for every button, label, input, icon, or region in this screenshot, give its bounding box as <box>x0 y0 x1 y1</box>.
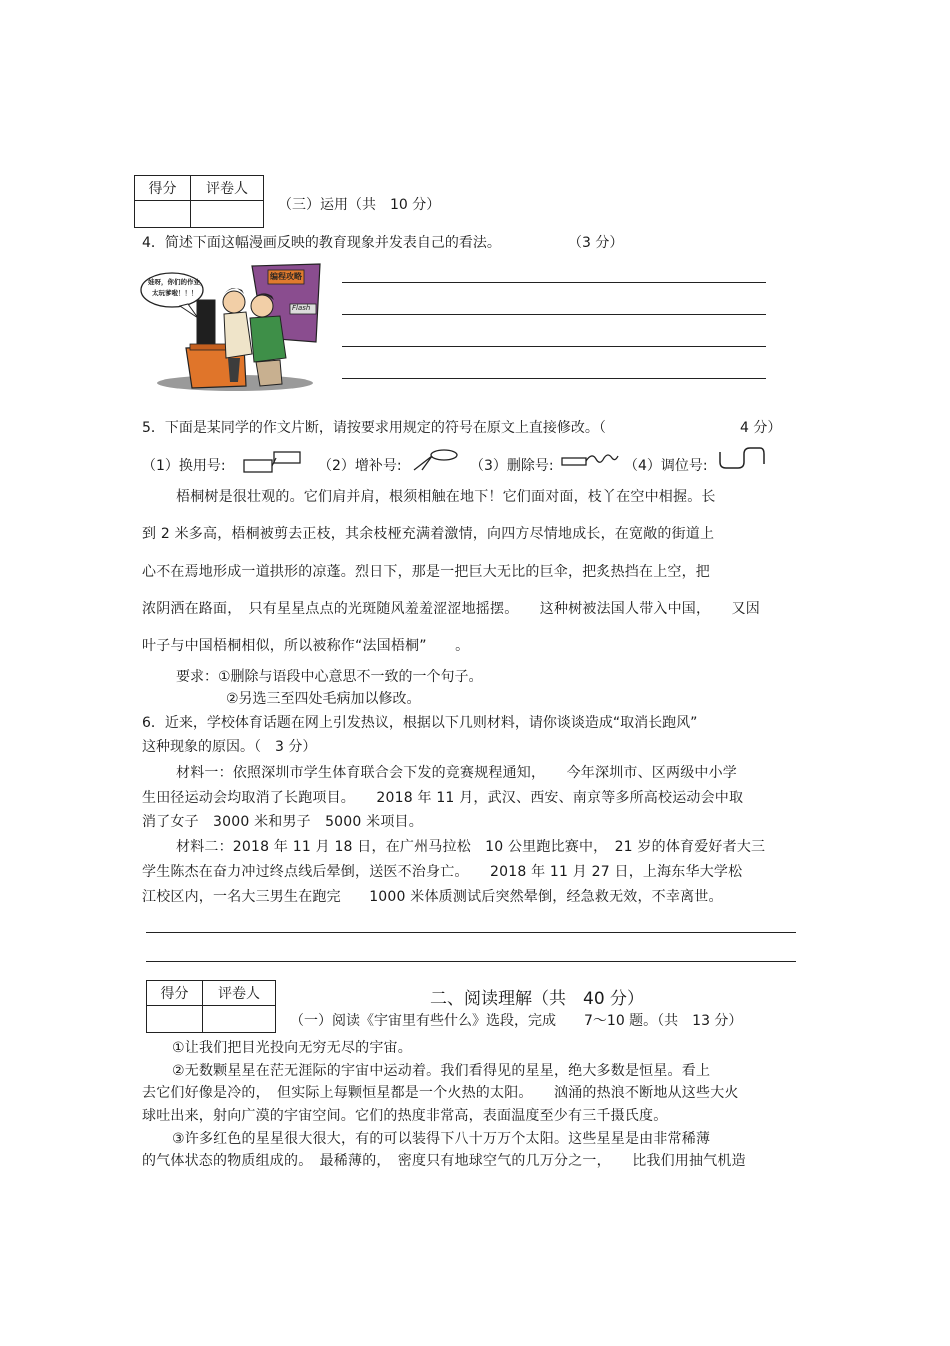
reading-paragraph-2-line: 去它们好像是冷的， 但实际上每颗恒星都是一个火热的太阳。 汹涌的热浪不断地从这些大火 <box>142 1085 739 1101</box>
grader-label: 评卷人 <box>191 176 264 201</box>
q5-text: 5．下面是某同学的作文片断，请按要求用规定的符号在原文上直接修改。（ <box>142 420 606 436</box>
grader-field[interactable] <box>191 201 264 228</box>
sign-label: Flash <box>292 304 311 312</box>
passage-line: 浓阴洒在路面， 只有星星点点的光斑随风羞羞涩涩地摇摆。 这种树被法国人带入中国， 又因 <box>142 601 760 617</box>
requirement-2: ②另选三至四处毛病加以修改。 <box>226 691 421 707</box>
material-2-line: 江校区内，一名大三男生在跑完 1000 米体质测试后突然晕倒，经急救无效，不幸离世。 <box>142 889 723 905</box>
symbol-3-label: （3）删除号: <box>470 458 554 474</box>
material-1-line: 材料一：依照深圳市学生体育联合会下发的竞赛规程通知， 今年深圳市、区两级中小学 <box>176 765 737 781</box>
material-2-line: 材料二：2018 年 11 月 18 日，在广州马拉松 10 公里跑比赛中， 21 岁的体育爱好者大三 <box>176 839 766 855</box>
q4-text: 4．简述下面这幅漫画反映的教育现象并发表自己的看法。 <box>142 235 501 251</box>
section3-title: （三）运用（共 10 分） <box>278 197 441 213</box>
answer-line[interactable] <box>146 961 796 962</box>
material-1-line: 消了女子 3000 米和男子 5000 米项目。 <box>142 814 423 830</box>
passage-line: 到 2 米多高，梧桐被剪去正枝，其余枝桠充满着激情，向四方尽情地成长，在宽敞的街道上 <box>142 526 715 542</box>
score-box-2 <box>146 980 276 1033</box>
grader-label: 评卷人 <box>203 981 276 1006</box>
swap-mark-icon <box>242 450 304 476</box>
score-label: 得分 <box>147 981 203 1006</box>
q4-points: （3 分） <box>568 235 624 251</box>
material-1-line: 生田径运动会均取消了长跑项目。 2018 年 11 月，武汉、西安、南京等多所高校运动会中取 <box>142 790 744 806</box>
passage-line: 叶子与中国梧桐相似，所以被称作“法国梧桐” 。 <box>142 638 470 654</box>
grader-field[interactable] <box>203 1006 276 1033</box>
cartoon-image <box>140 262 325 394</box>
insert-mark-icon <box>410 448 460 474</box>
symbol-1-label: （1）换用号: <box>142 458 226 474</box>
score-box-1 <box>134 175 264 228</box>
symbol-4-label: （4）调位号: <box>624 458 708 474</box>
score-field[interactable] <box>135 201 191 228</box>
symbol-2-label: （2）增补号: <box>318 458 402 474</box>
reorder-mark-icon <box>716 446 768 470</box>
answer-line[interactable] <box>342 378 766 379</box>
reading-paragraph-1: ①让我们把目光投向无穷无尽的宇宙。 <box>172 1040 412 1056</box>
reading-paragraph-2-line: 球吐出来，射向广漠的宇宙空间。它们的热度非常高，表面温度至少有三千摄氏度。 <box>142 1108 668 1124</box>
score-label: 得分 <box>135 176 191 201</box>
reading-paragraph-3-line: 的气体状态的物质组成的。 最稀薄的， 密度只有地球空气的几万分之一， 比我们用抽气机造 <box>142 1153 746 1169</box>
requirement-1: 要求：①删除与语段中心意思不一致的一个句子。 <box>176 669 483 685</box>
speech-bubble-line1: 娃呀，你们的作业， <box>148 278 207 286</box>
answer-line[interactable] <box>146 932 796 933</box>
speech-bubble-line2: 太玩爹啦！！！ <box>152 289 198 297</box>
part2-subtitle: （一）阅读《宇宙里有些什么》选段，完成 7～10 题。（共 13 分） <box>290 1013 743 1029</box>
passage-line: 心不在焉地形成一道拱形的凉蓬。烈日下，那是一把巨大无比的巨伞，把炙热挡在上空，把 <box>142 564 710 580</box>
score-field[interactable] <box>147 1006 203 1033</box>
answer-line[interactable] <box>342 282 766 283</box>
book-label: 编程攻略 <box>270 272 302 281</box>
q5-points: 4 分） <box>740 420 782 436</box>
passage-line: 梧桐树是很壮观的。它们肩并肩，根须相触在地下！它们面对面，枝丫在空中相握。长 <box>176 489 716 505</box>
material-2-line: 学生陈杰在奋力冲过终点线后晕倒，送医不治身亡。 2018 年 11 月 27 日，上海东华大学松 <box>142 864 743 880</box>
q6-text-line1: 6．近来，学校体育话题在网上引发热议，根据以下几则材料，请你谈谈造成“取消长跑风” <box>142 715 698 731</box>
delete-mark-icon <box>560 450 620 470</box>
answer-line[interactable] <box>342 314 766 315</box>
reading-paragraph-2-line: ②无数颗星星在茫无涯际的宇宙中运动着。我们看得见的星星，绝大多数是恒星。看上 <box>172 1063 711 1079</box>
reading-paragraph-3-line: ③许多红色的星星很大很大，有的可以装得下八十万万个太阳。这些星星是由非常稀薄 <box>172 1131 711 1147</box>
q6-text-line2: 这种现象的原因。（ 3 分） <box>142 739 317 755</box>
answer-line[interactable] <box>342 346 766 347</box>
part2-title: 二、阅读理解（共 40 分） <box>430 989 645 1009</box>
